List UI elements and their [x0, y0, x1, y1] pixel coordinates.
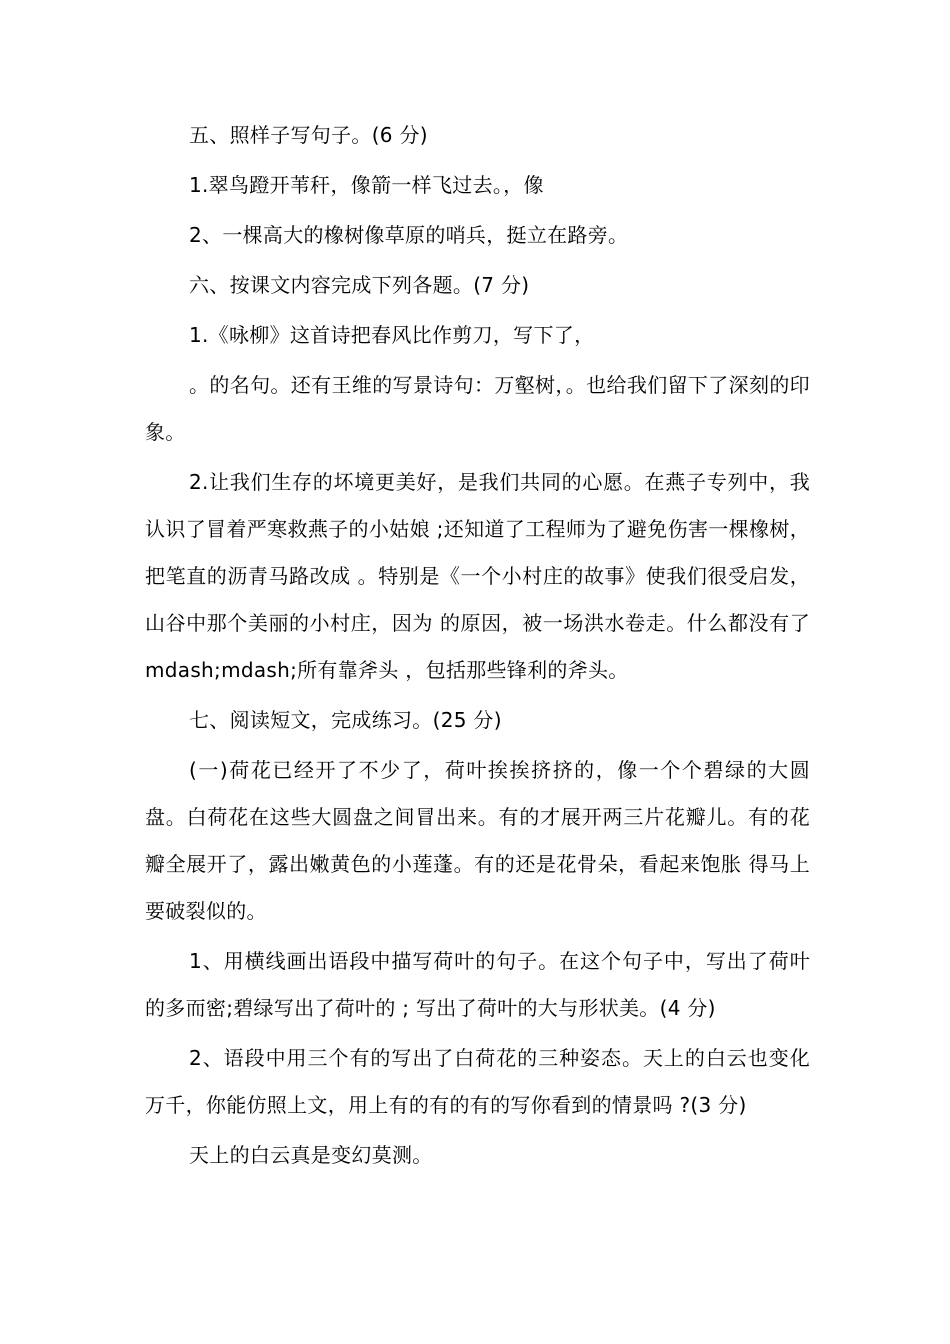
- section-7-heading: 七、阅读短文，完成练习。(25 分): [189, 708, 502, 732]
- question-6-1: 1.《咏柳》这首诗把春风比作剪刀，写下了，: [189, 323, 595, 347]
- question-5-1: 1.翠鸟蹬开苇秆，像箭一样飞过去。，像: [189, 173, 544, 197]
- question-6-1-continued: 。的名句。还有王维的写景诗句：万壑树，。也给我们留下了深刻的印象。: [145, 373, 810, 444]
- section-5-heading: 五、照样子写句子。(6 分): [189, 123, 428, 147]
- reading-passage-1: (一)荷花已经开了不少了，荷叶挨挨挤挤的，像一个个碧绿的大圆盘。白荷花在这些大圆盘之间冒出来。有的才展开两三片花瓣儿。有的花瓣全展开了，露出嫩黄色的小莲蓬。有的还是花骨朵，看起来饱胀 得马上要破裂似的。: [145, 758, 810, 923]
- question-6-2: 2.让我们生存的坏境更美好，是我们共同的心愿。在燕子专列中，我认识了冒着严寒救燕子的小姑娘 ;还知道了工程师为了避免伤害一棵橡树，把笔直的沥青马路改成 。特别是《一个小村庄的故事》使我们很受启发，山谷中那个美丽的小村庄，因为 的原因，被一场洪水卷走。什么都没有了 mdash;mdash;所有靠斧头 ，包括那些锋利的斧头。: [145, 470, 810, 682]
- document-body: [145, 112, 810, 1179]
- question-7-2: 2、语段中用三个有的写出了白荷花的三种姿态。天上的白云也变化万千，你能仿照上文，用上有的有的有的写你看到的情景吗 ?(3 分): [145, 1046, 810, 1117]
- section-6-heading: 六、按课文内容完成下列各题。(7 分): [189, 273, 530, 297]
- question-5-2: 2、一棵高大的橡树像草原的哨兵，挺立在路旁。: [189, 223, 629, 247]
- answer-prompt: 天上的白云真是变幻莫测。: [189, 1143, 433, 1167]
- question-7-1: 1、用横线画出语段中描写荷叶的句子。在这个句子中，写出了荷叶的多而密;碧绿写出了荷叶的 ; 写出了荷叶的大与形状美。(4 分): [145, 949, 810, 1020]
